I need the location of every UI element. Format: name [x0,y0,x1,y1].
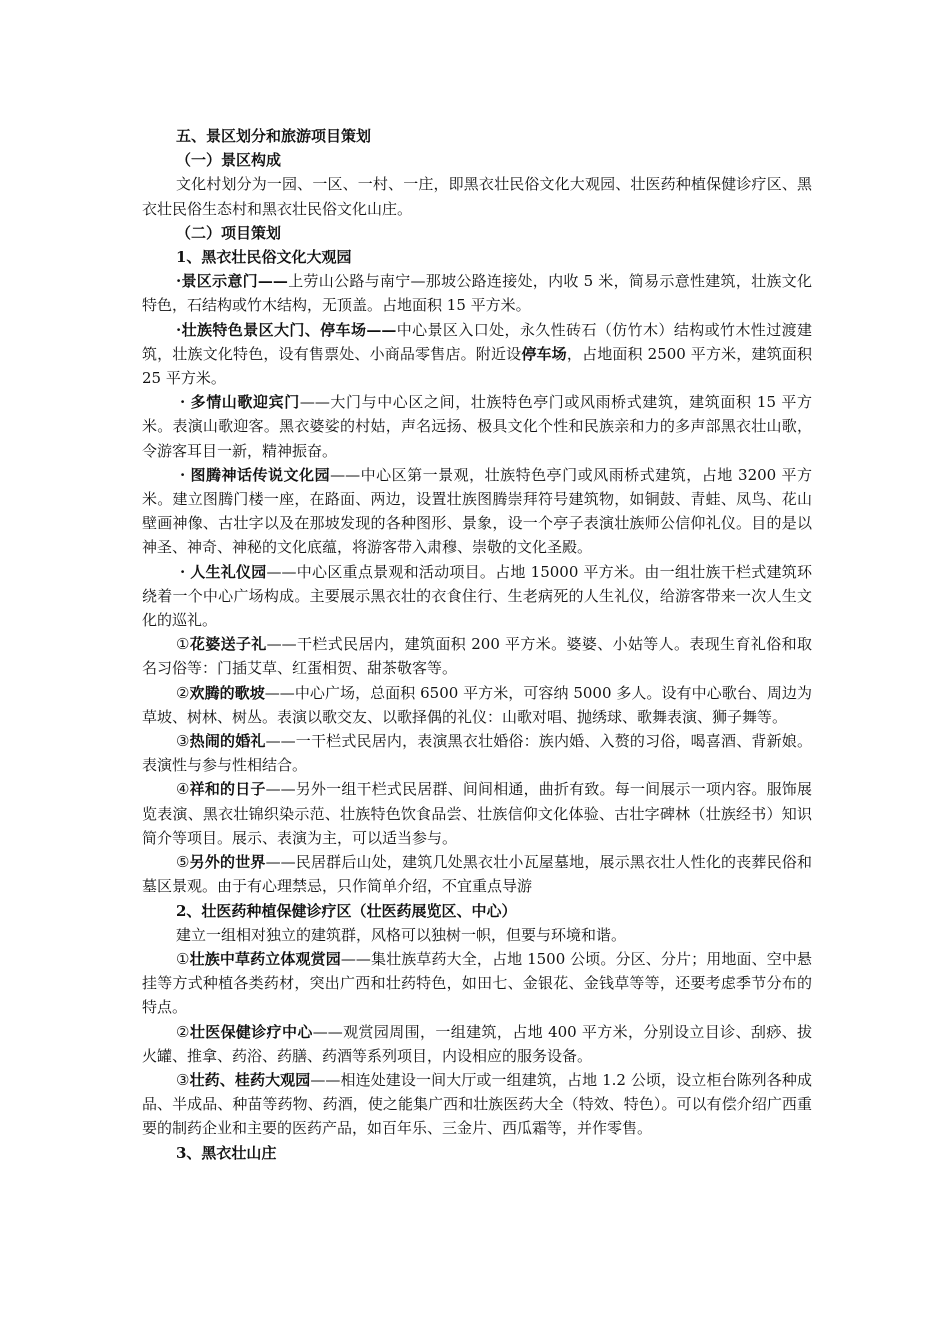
item-number: ② [176,683,190,702]
item-term: ·景区示意门—— [176,272,288,291]
item-term: 壮族中草药立体观赏园 [189,949,341,968]
item-term: 壮药、桂药大观园 [189,1070,311,1089]
item-number: ③ [176,1070,190,1089]
item-text: 中心景区入口处，永久性砖石（仿竹木）结构或竹木性过渡建筑，壮族文化特色，设有售票处、小商品零售店。附近设 [142,320,812,363]
item-text: ——中心广场，总面积 6500 平方米，可容纳 5000 多人。设有中心歌台、周边为草坡、树林、树丛。表演以歌交友、以歌择偶的礼仪：山歌对唱、抛绣球、歌舞表演、狮子舞等。 [142,683,812,726]
item-text: ——一干栏式民居内，表演黑衣壮婚俗：族内婚、入赘的习俗，喝喜酒、背新娘。表演性与参与性相结合。 [142,732,812,775]
item-song-slope [142,681,812,729]
item-term: 多情山歌迎宾门 [190,393,300,412]
item-number: ② [176,1022,190,1041]
item-term: 另外的世界 [189,853,266,872]
subsection-title-composition: （一）景区构成 [176,151,282,170]
item-text: ——干栏式民居内，建筑面积 200 平方米。婆婆、小姑等人。表现生育礼俗和取名习俗等：门插艾草、红蛋相贺、甜茶敬客等。 [142,635,812,678]
item-main-gate-parking [142,318,812,391]
item-bullet: · [180,562,186,581]
item-totem-garden [142,463,812,560]
section-title: 五、景区划分和旅游项目策划 [176,127,372,145]
item-other-world [142,850,812,898]
item-birth-ritual [142,632,812,680]
item-text: ——相连处建设一间大厅或一组建筑，占地 1.2 公顷，设立柜台陈列各种成品、半成品、种苗等药物、药酒，使之能集广西和壮族医药大全（特效、特色）。可以有偿介绍广西重要的制药企业和主要的医药产品，如百年乐、三金片、西瓜霜等，并作零售。 [142,1070,812,1138]
composition-paragraph: 文化村划分为一园、一区、一村、一庄，即黑衣壮民俗文化大观园、壮医药种植保健诊疗区、黑衣壮民俗生态村和黑衣壮民俗文化山庄。 [142,175,812,218]
item-life-rituals-garden [142,560,812,633]
part2-intro: 建立一组相对独立的建筑群，风格可以独树一帜，但要与环境和谐。 [176,925,627,944]
item-term: 热闹的婚礼 [189,732,266,751]
part3-title: 3、黑衣壮山庄 [176,1143,277,1162]
item-medicine-hall [142,1068,812,1141]
item-number: ① [176,635,190,654]
item-number: ③ [176,732,190,751]
item-text: ——大门与中心区之间，壮族特色亭门或风雨桥式建筑，建筑面积 15 平方米。表演山歌迎客。黑衣婆娑的村姑，声名远扬、极具文化个性和民族亲和力的多声部黑衣壮山歌，令游客耳目一新，精神振奋。 [142,393,812,460]
item-text: ——民居群后山处，建筑几处黑衣壮小瓦屋墓地，展示黑衣壮人性化的丧葬民俗和墓区景观。由于有心理禁忌，只作简单介绍，不宜重点导游 [142,853,812,896]
item-wedding [142,729,812,777]
item-term: 花婆送子礼 [189,635,267,654]
item-welcome-gate [142,390,812,463]
item-herb-garden [142,947,812,1020]
item-number: ④ [176,780,190,799]
item-daily-life [142,777,812,850]
part1-title: 1、黑衣壮民俗文化大观园 [176,248,352,267]
item-term-parking: 停车场 [521,344,567,363]
item-term: 祥和的日子 [189,780,266,799]
document-body [142,124,812,1165]
item-text: ——另外一组干栏式民居群、间间相通，曲折有致。每一间展示一项内容。服饰展览表演、黑衣壮锦织染示范、壮族特色饮食品尝、壮族信仰文化体验、古壮字碑林（壮族经书）知识简介等项目。展示、表演为主，可以适当参与。 [142,780,812,847]
item-text: ——集壮族草药大全，占地 1500 公顷。分区、分片；用地面、空中悬挂等方式种植各类药材，突出广西和壮药特色，如田七、金银花、金钱草等等，还要考虑季节分布的特点。 [142,949,812,1017]
item-bullet: · [180,465,186,484]
subsection-title-planning: （二）项目策划 [176,223,282,242]
item-term: 人生礼仪园 [190,562,267,581]
item-text: ，占地面积 2500 平方米，建筑面积 25 平方米。 [142,344,812,388]
item-text: ——中心区重点景观和活动项目。占地 15000 平方米。由一组壮族干栏式建筑环绕着一个中心广场构成。主要展示黑衣壮的衣食住行、生老病死的人生礼仪，给游客带来一次人生文化的巡礼。 [142,562,812,630]
item-clinic-center [142,1020,812,1068]
item-term: 欢腾的歌坡 [189,683,265,702]
item-number: ① [176,949,190,968]
item-text: ——观赏园周围，一组建筑，占地 400 平方米，分别设立目诊、刮痧、拔火罐、推拿、药浴、药膳、药酒等系列项目，内设相应的服务设备。 [142,1022,812,1065]
item-signpost-gate [142,269,812,317]
item-text: ——中心区第一景观，壮族特色亭门或风雨桥式建筑，占地 3200 平方米。建立图腾门楼一座，在路面、两边，设置壮族图腾崇拜符号建筑物，如铜鼓、青蛙、凤鸟、花山壁画神像、古壮字以及在那坡发现的各种图形、景象，设一个亭子表演壮族师公信仰礼仪。目的是以神圣、神奇、神秘的文化底蕴，将游客带入肃穆、崇敬的文化圣殿。 [142,465,812,557]
part2-title: 2、壮医药种植保健诊疗区（壮医药展览区、中心） [176,901,517,920]
item-term: 壮医保健诊疗中心 [189,1022,313,1041]
item-bullet: · [180,393,186,412]
item-number: ⑤ [176,853,190,872]
item-term: 图腾神话传说文化园 [190,465,331,484]
item-text: 上劳山公路与南宁—那坡公路连接处，内收 5 米，简易示意性建筑，壮族文化特色，石结构或竹木结构，无顶盖。占地面积 15 平方米。 [142,272,812,315]
item-term: ·壮族特色景区大门、停车场—— [176,320,397,339]
